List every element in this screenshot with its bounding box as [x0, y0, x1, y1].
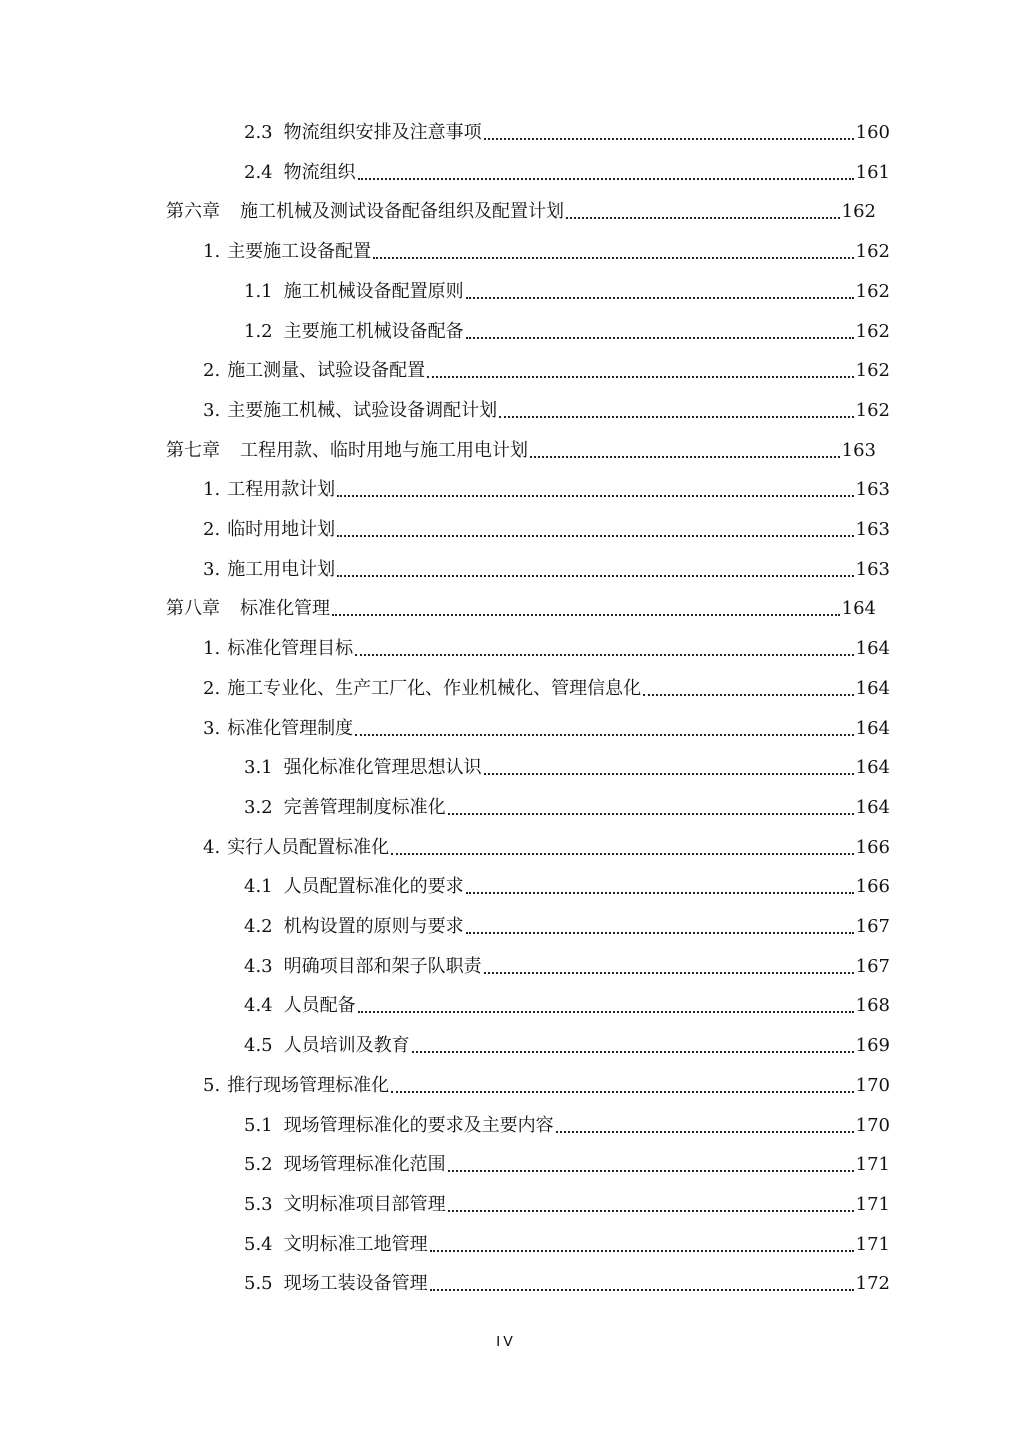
toc-entry[interactable]: [244, 912, 890, 942]
toc-dot-leader: [484, 773, 854, 775]
toc-entry[interactable]: [203, 396, 890, 426]
toc-entry-number: 3.1: [244, 757, 273, 779]
toc-entry[interactable]: [244, 1230, 890, 1260]
toc-chapter-entry[interactable]: [166, 197, 876, 227]
toc-entry-title: 完善管理制度标准化: [283, 796, 446, 818]
page-number-footer: ⅠⅤ: [496, 1335, 516, 1350]
toc-entry-page-number: 160: [855, 122, 890, 143]
toc-entry-number: 1.: [203, 241, 221, 263]
toc-dot-leader: [391, 1091, 853, 1093]
toc-entry-number: 3.: [203, 717, 221, 739]
toc-entry-number: 4.: [203, 836, 221, 858]
toc-entry-page-number: 163: [855, 558, 890, 580]
toc-entry-title: 标准化管理: [240, 598, 330, 620]
toc-entry-title: 主要施工机械、试验设备调配计划: [227, 399, 498, 421]
toc-entry-title: 人员配置标准化的要求: [283, 876, 464, 898]
toc-entry-number: 第七章: [166, 439, 220, 461]
toc-entry-title: 现场工装设备管理: [283, 1273, 428, 1295]
toc-entry-page-number: 164: [855, 717, 890, 739]
toc-entry-number: 2.: [203, 360, 221, 382]
toc-entry-page-number: 170: [855, 1114, 890, 1136]
toc-dot-leader: [332, 614, 840, 616]
toc-entry-title: 主要施工机械设备配备: [283, 320, 464, 342]
toc-entry-title: 临时用地计划: [227, 519, 336, 540]
toc-dot-leader: [448, 1170, 854, 1172]
toc-entry-page-number: 164: [855, 757, 890, 779]
toc-dot-leader: [355, 654, 853, 656]
toc-entry-page-number: 167: [855, 955, 890, 977]
toc-entry-number: 1.: [203, 638, 221, 660]
toc-entry-number: 3.: [203, 558, 221, 580]
toc-dot-leader: [355, 734, 853, 736]
toc-dot-leader: [427, 376, 853, 378]
toc-dot-leader: [337, 495, 853, 497]
toc-dot-leader: [466, 337, 854, 339]
toc-entry-number: 第六章: [166, 201, 220, 223]
toc-entry-page-number: 171: [855, 1233, 890, 1255]
toc-entry-page-number: 166: [855, 876, 890, 898]
toc-dot-leader: [412, 1051, 854, 1053]
toc-entry-number: 1.2: [244, 320, 273, 342]
toc-entry[interactable]: [244, 158, 890, 188]
toc-entry-page-number: 162: [855, 241, 890, 263]
toc-entry-number: 3.: [203, 399, 221, 421]
toc-entry-number: 5.: [203, 1074, 221, 1096]
toc-entry-title: 文明标准项目部管理: [283, 1193, 446, 1215]
toc-dot-leader: [430, 1289, 854, 1291]
toc-entry-title: 施工专业化、生产工厂化、作业机械化、管理信息化: [227, 677, 642, 699]
toc-entry-page-number: 164: [855, 677, 890, 699]
toc-entry-title: 主要施工设备配置: [227, 241, 372, 263]
toc-entry-title: 人员培训及教育: [283, 1035, 410, 1057]
toc-entry-page-number: 162: [855, 320, 890, 342]
toc-entry-number: 4.1: [244, 876, 273, 898]
toc-dot-leader: [484, 138, 854, 140]
toc-entry-page-number: 164: [855, 796, 890, 818]
toc-entry[interactable]: [203, 475, 890, 505]
toc-entry-number: 2.3: [244, 122, 273, 143]
toc-entry-page-number: 171: [855, 1154, 890, 1176]
toc-entry-page-number: 162: [855, 399, 890, 421]
toc-entry[interactable]: [244, 277, 890, 307]
toc-entry[interactable]: [203, 356, 890, 386]
toc-entry-page-number: 164: [841, 598, 876, 620]
toc-entry-number: 4.3: [244, 955, 273, 977]
toc-dot-leader: [358, 178, 854, 180]
toc-dot-leader: [643, 694, 853, 696]
toc-entry[interactable]: [244, 1269, 890, 1299]
toc-chapter-entry[interactable]: [166, 436, 876, 466]
toc-entry-page-number: 172: [855, 1273, 890, 1295]
toc-dot-leader: [358, 1011, 854, 1013]
toc-entry[interactable]: [203, 555, 890, 585]
toc-entry-title: 施工机械设备配置原则: [283, 280, 464, 302]
toc-entry-number: 5.3: [244, 1193, 273, 1215]
toc-entry-title: 工程用款计划: [227, 479, 336, 501]
toc-entry[interactable]: [244, 1190, 890, 1220]
toc-dot-leader: [499, 416, 853, 418]
toc-entry-page-number: 164: [855, 638, 890, 660]
toc-entry-page-number: 162: [841, 201, 876, 223]
toc-dot-leader: [566, 217, 840, 219]
toc-entry[interactable]: [203, 674, 890, 704]
toc-entry-title: 现场管理标准化的要求及主要内容: [283, 1114, 554, 1136]
toc-dot-leader: [430, 1250, 854, 1252]
toc-entry[interactable]: [203, 634, 890, 664]
toc-entry[interactable]: [244, 872, 890, 902]
toc-dot-leader: [466, 892, 854, 894]
toc-entry-number: 2.4: [244, 161, 273, 183]
toc-entry-title: 明确项目部和架子队职责: [283, 955, 482, 977]
toc-entry-number: 2.: [203, 677, 221, 699]
toc-entry-number: 第八章: [166, 598, 220, 620]
toc-dot-leader: [466, 932, 854, 934]
toc-entry-page-number: 162: [855, 280, 890, 302]
toc-entry[interactable]: [244, 1111, 890, 1141]
toc-entry-number: 5.1: [244, 1114, 273, 1136]
toc-dot-leader: [373, 257, 853, 259]
toc-entry[interactable]: [244, 793, 890, 823]
toc-entry[interactable]: [244, 991, 890, 1021]
toc-dot-leader: [484, 972, 854, 974]
toc-entry-number: 5.4: [244, 1233, 273, 1255]
toc-entry-page-number: 171: [855, 1193, 890, 1215]
toc-entry-title: 文明标准工地管理: [283, 1233, 428, 1255]
toc-entry-page-number: 167: [855, 916, 890, 937]
toc-entry[interactable]: [244, 118, 890, 148]
toc-entry-title: 强化标准化管理思想认识: [283, 757, 482, 779]
toc-dot-leader: [466, 297, 854, 299]
toc-entry-title: 现场管理标准化范围: [283, 1154, 446, 1176]
toc-dot-leader: [448, 813, 854, 815]
toc-entry[interactable]: [203, 714, 890, 744]
toc-dot-leader: [391, 853, 853, 855]
toc-entry-title: 施工机械及测试设备配备组织及配置计划: [240, 201, 564, 223]
toc-entry-number: 2.: [203, 519, 221, 540]
toc-entry-title: 施工测量、试验设备配置: [227, 360, 426, 382]
toc-entry[interactable]: [203, 237, 890, 267]
toc-entry[interactable]: [203, 1071, 890, 1101]
toc-dot-leader: [530, 456, 840, 458]
toc-entry[interactable]: [244, 317, 890, 347]
toc-entry-title: 推行现场管理标准化: [227, 1074, 390, 1096]
toc-entry-page-number: 168: [855, 995, 890, 1017]
toc-entry[interactable]: [244, 952, 890, 982]
toc-entry-page-number: 161: [855, 161, 890, 183]
toc-entry-page-number: 162: [855, 360, 890, 382]
toc-entry-number: 3.2: [244, 796, 273, 818]
toc-entry-title: 标准化管理制度: [227, 717, 354, 739]
toc-dot-leader: [556, 1131, 854, 1133]
toc-dot-leader: [337, 575, 853, 577]
toc-entry-title: 人员配备: [283, 995, 356, 1017]
toc-dot-leader: [448, 1210, 854, 1212]
toc-entry-title: 物流组织: [283, 161, 356, 183]
toc-entry-title: 工程用款、临时用地与施工用电计划: [240, 439, 528, 461]
toc-entry-number: 5.2: [244, 1154, 273, 1176]
toc-entry-number: 4.5: [244, 1035, 273, 1057]
toc-entry-number: 1.: [203, 479, 221, 501]
toc-entry[interactable]: [244, 753, 890, 783]
toc-entry-number: 5.5: [244, 1273, 273, 1295]
toc-entry-page-number: 163: [855, 479, 890, 501]
toc-entry-page-number: 170: [855, 1074, 890, 1096]
toc-entry[interactable]: [203, 833, 890, 863]
toc-entry-title: 标准化管理目标: [227, 638, 354, 660]
toc-entry-title: 施工用电计划: [227, 558, 336, 580]
toc-entry-title: 实行人员配置标准化: [227, 836, 390, 858]
toc-entry-page-number: 166: [855, 836, 890, 858]
toc-entry[interactable]: [244, 1150, 890, 1180]
toc-dot-leader: [337, 535, 853, 537]
toc-chapter-entry[interactable]: [166, 594, 876, 624]
toc-entry-number: 4.2: [244, 916, 273, 937]
toc-entry-number: 4.4: [244, 995, 273, 1017]
toc-entry-title: 机构设置的原则与要求: [283, 916, 464, 937]
toc-entry-page-number: 163: [855, 519, 890, 540]
toc-entry[interactable]: [244, 1031, 890, 1061]
toc-entry-page-number: 163: [841, 439, 876, 461]
toc-entry[interactable]: [203, 515, 890, 545]
toc-entry-title: 物流组织安排及注意事项: [283, 122, 482, 143]
toc-entry-number: 1.1: [244, 280, 273, 302]
toc-entry-page-number: 169: [855, 1035, 890, 1057]
